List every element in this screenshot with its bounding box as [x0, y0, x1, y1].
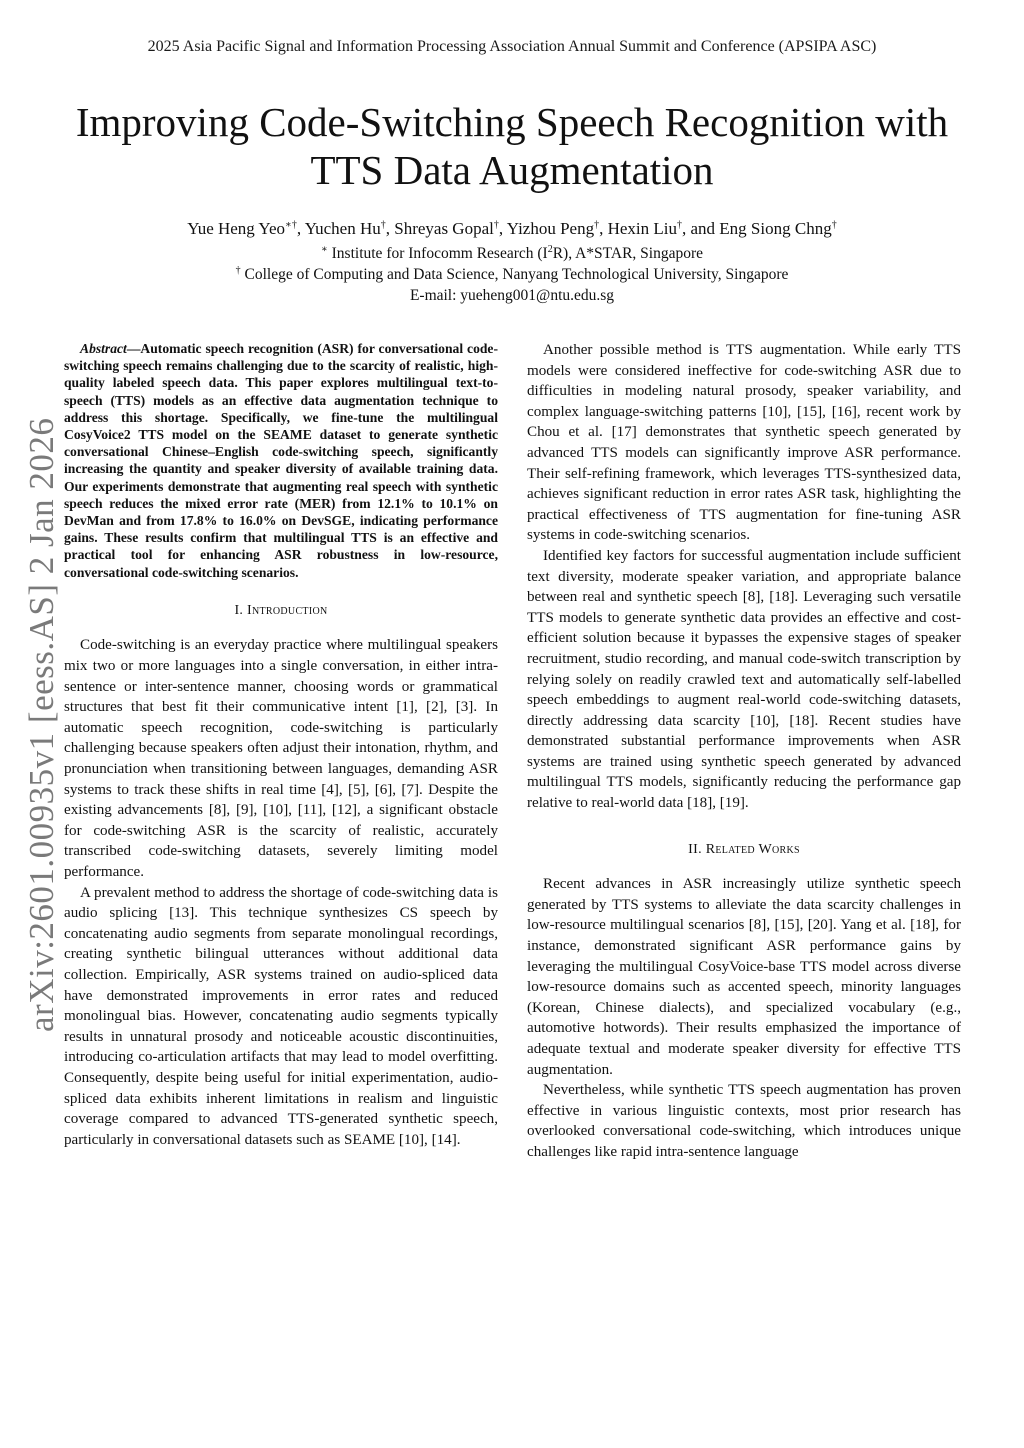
email: E-mail: yueheng001@ntu.edu.sg — [409, 287, 615, 304]
affiliation-2 — [0, 264, 1024, 285]
abstract — [64, 340, 498, 581]
paragraph: Recent advances in ASR increasingly utilize synthetic speech generated by TTS systems to alleviate the data scarcity challenges in low-resource multilingual scenarios [8], [15], [20]. Yang et al. [18], for instance, demonstrated significant ASR performance gains by leveraging the multilingual CosyVoice-base TTS model across diverse low-resource domains such as accented speech, minority languages (Korean, Chinese dialects), and specialized vocabulary (e.g., automotive hotwords). Their results emphasized the importance of adequate textual and moderate speaker diversity for effective TTS augmentation. — [527, 876, 961, 1078]
author-name: Shreyas Gopal — [394, 219, 494, 238]
author-name: Eng Siong Chng — [719, 219, 832, 238]
affiliation-1 — [0, 243, 1024, 264]
affiliation-superscript: 2 — [547, 243, 553, 255]
section-title: Introduction — [247, 602, 328, 618]
author-name: Hexin Liu — [607, 219, 677, 238]
affiliation-mark: † — [235, 264, 241, 276]
author-mark: † — [493, 219, 499, 231]
paper-title: Improving Code-Switching Speech Recognition with TTS Data Augmentation — [75, 99, 949, 193]
paragraph: A prevalent method to address the shortage of code-switching data is audio splicing [13]. This technique synthesizes CS speech by concatenating audio segments from separate monolingual recordings, creating synthetic bilingual utterances without additional data collection. Empirically, ASR systems trained on audio-spliced data have demonstrated improvements in error rates and reduced monolingual bias. However, concatenating audio segments typically results in unnatural prosody and noticeable acoustic discontinuities, introducing co-articulation artifacts that may lead to model overfitting. Consequently, despite being useful for initial experimentation, audio-spliced data exhibits inherent limitations in realism and linguistic coverage compared to advanced TTS-generated synthetic speech, particularly in conversational datasets such as SEAME [10], [14]. — [64, 884, 498, 1148]
author-name: Yue Heng Yeo — [187, 219, 286, 238]
affiliation-mark: ∗ — [320, 243, 328, 255]
conference-header: 2025 Asia Pacific Signal and Information Processing Association Annual Summit and Conference (APSIPA ASC) — [147, 38, 877, 55]
affiliation-text: College of Computing and Data Science, Nanyang Technological University, Singapore — [244, 266, 789, 283]
section-number: I. — [234, 602, 248, 618]
section-heading-related-works — [527, 840, 961, 861]
paragraph: Nevertheless, while synthetic TTS speech augmentation has proven effective in various linguistic contexts, most prior research has overlooked conversational code-switching, which introduces unique challenges like rapid intra-sentence language — [527, 1082, 961, 1160]
author-mark: ∗† — [285, 219, 297, 231]
affiliations — [0, 243, 1024, 306]
right-column — [527, 340, 961, 1163]
paragraph: Another possible method is TTS augmentation. While early TTS models were considered ineffective for code-switching ASR due to difficulties in modeling natural prosody, speaker variability, and complex language-switching patterns [10], [15], [16], recent work by Chou et al. [17] demonstrates that synthetic speech generated by advanced TTS models can significantly improve ASR performance. Their self-refining framework, which leverages TTS-synthesized data, achieves significant reduction in error rates ASR task, highlighting the practical effectiveness of TTS augmentation for fine-tuning ASR systems in code-switching scenarios. — [527, 342, 961, 544]
affiliation-text: Institute for Infocomm Research (I — [331, 245, 548, 262]
section-title: Related Works — [705, 841, 800, 857]
paragraph: Code-switching is an everyday practice where multilingual speakers mix two or more languages into a single conversation, in either intra-sentence or inter-sentence manner, choosing words or grammatical structures that best fit their communicative intent [1], [2], [3]. In automatic speech recognition, code-switching is particularly challenging because speakers often adjust their intonation, rhythm, and pronunciation when transitioning between languages, demanding ASR systems to track these shifts in real time [4], [5], [6], [7]. Despite the existing advancements [8], [9], [10], [11], [12], a significant obstacle for code-switching ASR is the scarcity of realistic, accurately transcribed code-switching datasets, severely limiting model performance. — [64, 637, 498, 880]
abstract-text: —Automatic speech recognition (ASR) for conversational code-switching speech remains challenging due to the scarcity of realistic, high-quality labeled speech data. This paper explores multilingual text-to-speech (TTS) models as an effective data augmentation technique to address this shortage. Specifically, we fine-tune the multilingual CosyVoice2 TTS model on the SEAME dataset to generate synthetic conversational Chinese–English code-switching speech, significantly increasing the quantity and speaker diversity of available training data. Our experiments demonstrate that augmenting real speech with synthetic speech reduces the mixed error rate (MER) from 12.1% to 10.1% on DevMan and from 17.8% to 16.0% on DevSGE, indicating performance gains. These results confirm that multilingual TTS is an effective and practical tool for enhancing ASR robustness in low-resource, conversational code-switching scenarios. — [64, 341, 498, 580]
abstract-label: Abstract — [80, 341, 127, 356]
arxiv-id: arXiv:2601.00935v1 [eess.AS] 2 Jan 2026 — [22, 417, 61, 1032]
author-mark: † — [831, 219, 837, 231]
author-connector: and — [690, 219, 716, 238]
section-number: II. — [688, 841, 706, 857]
author-list: Yue Heng Yeo∗†, Yuchen Hu†, Shreyas Gopal†, Yizhou Peng†, Hexin Liu†, and Eng Siong Chng† — [187, 219, 837, 238]
left-column — [64, 340, 498, 1150]
author-mark: † — [380, 219, 386, 231]
section-heading-introduction — [64, 601, 498, 622]
paragraph: Identified key factors for successful augmentation include sufficient text diversity, moderate speaker variation, and appropriate balance between real and synthetic speech [8], [18]. Leveraging such versatile TTS models to generate synthetic data provides an effective and cost-efficient solution because it bypasses the expensive stages of speaker recruitment, studio recording, and manual code-switch transcription by relying solely on readily crawled text and automatically self-labelled speech embeddings to augment real-world code-switching datasets, directly addressing data scarcity [10], [18]. Recent studies have demonstrated substantial performance improvements when ASR systems are trained using synthetic speech generated by advanced multilingual TTS models, significantly reducing the performance gap relative to real-world data [18], [19]. — [527, 547, 961, 812]
author-name: Yuchen Hu — [304, 219, 381, 238]
author-mark: † — [677, 219, 682, 231]
author-mark: † — [594, 219, 600, 231]
author-name: Yizhou Peng — [506, 219, 595, 238]
affiliation-text: R), A*STAR, Singapore — [552, 245, 704, 262]
